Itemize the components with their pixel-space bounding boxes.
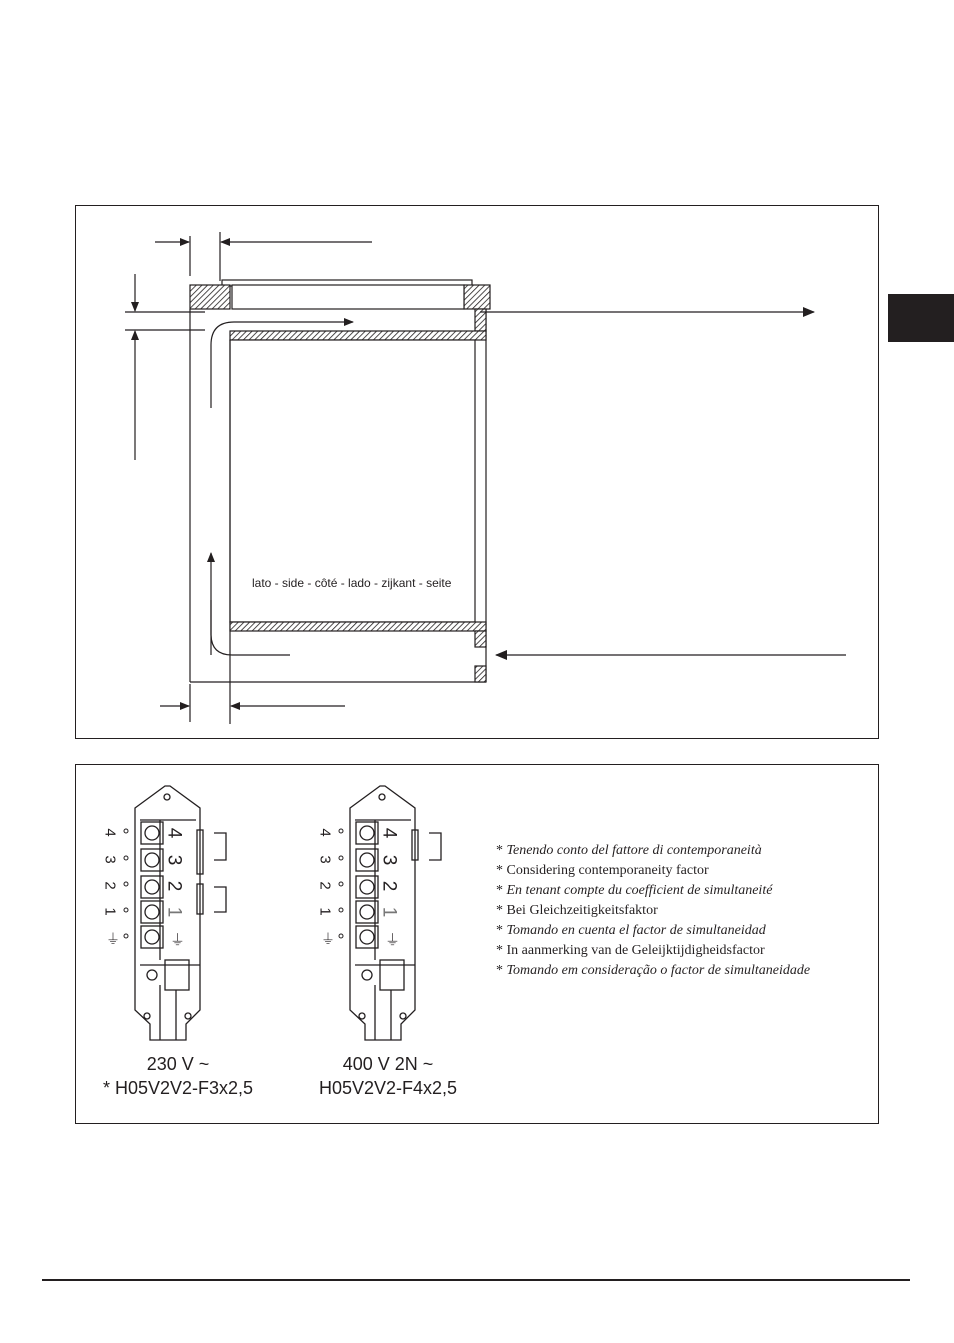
cable-label: H05V2V2-F4x2,5: [318, 1078, 458, 1098]
terminal-number: 2: [316, 881, 334, 890]
earth-icon: ⏚: [170, 932, 186, 949]
terminal-number: 4: [163, 827, 185, 839]
oven-top-panel: [230, 331, 486, 340]
terminal-number: 4: [378, 827, 400, 839]
side-post-base: [475, 666, 486, 682]
terminal-number: 2: [378, 880, 400, 892]
caption-400v: [288, 1052, 488, 1100]
terminal-number: 3: [163, 854, 185, 866]
note-item: * Tomando em consideração o factor de simultaneidade: [496, 963, 811, 978]
cable-label: * H05V2V2-F3x2,5: [102, 1078, 254, 1098]
oven-bottom-panel: [230, 622, 486, 631]
note-item: * Tomando en cuenta el factor de simultaneidad: [496, 923, 766, 938]
terminal-number: 1: [163, 906, 185, 918]
voltage-label: 230 V ~: [146, 1054, 210, 1074]
footer-rule: [42, 1279, 910, 1281]
terminal-number: 2: [163, 880, 185, 892]
side-label: lato - side - côté - lado - zijkant - seite: [252, 576, 452, 590]
terminal-number: 1: [378, 906, 400, 918]
simultaneity-notes: [496, 841, 810, 981]
note-item: * Considering contemporaneity factor: [496, 863, 709, 878]
worktop-left: [190, 285, 230, 309]
terminal-number: 3: [378, 854, 400, 866]
earth-icon: ⏚: [321, 931, 335, 947]
note-item: * En tenant compte du coefficient de simultaneité: [496, 883, 773, 898]
terminal-number: 4: [101, 828, 119, 837]
terminal-number: 3: [101, 855, 119, 864]
note-item: * In aanmerking van de Geleijktijdigheidsfactor: [496, 943, 765, 958]
worktop-right: [464, 285, 490, 309]
terminal-number: 4: [316, 828, 334, 837]
caption-230v: [78, 1052, 278, 1100]
terminal-number: 3: [316, 855, 334, 864]
earth-icon: ⏚: [385, 932, 401, 949]
terminal-number: 1: [316, 907, 334, 916]
hob-body: [232, 285, 464, 309]
terminal-number: 2: [101, 881, 119, 890]
voltage-label: 400 V 2N ~: [342, 1054, 434, 1074]
earth-icon: ⏚: [106, 931, 120, 947]
terminal-number: 1: [101, 907, 119, 916]
note-item: * Tenendo conto del fattore di contemporaneità: [496, 843, 762, 858]
note-item: * Bei Gleichzeitigkeitsfaktor: [496, 903, 658, 918]
side-post-bottom: [475, 631, 486, 647]
